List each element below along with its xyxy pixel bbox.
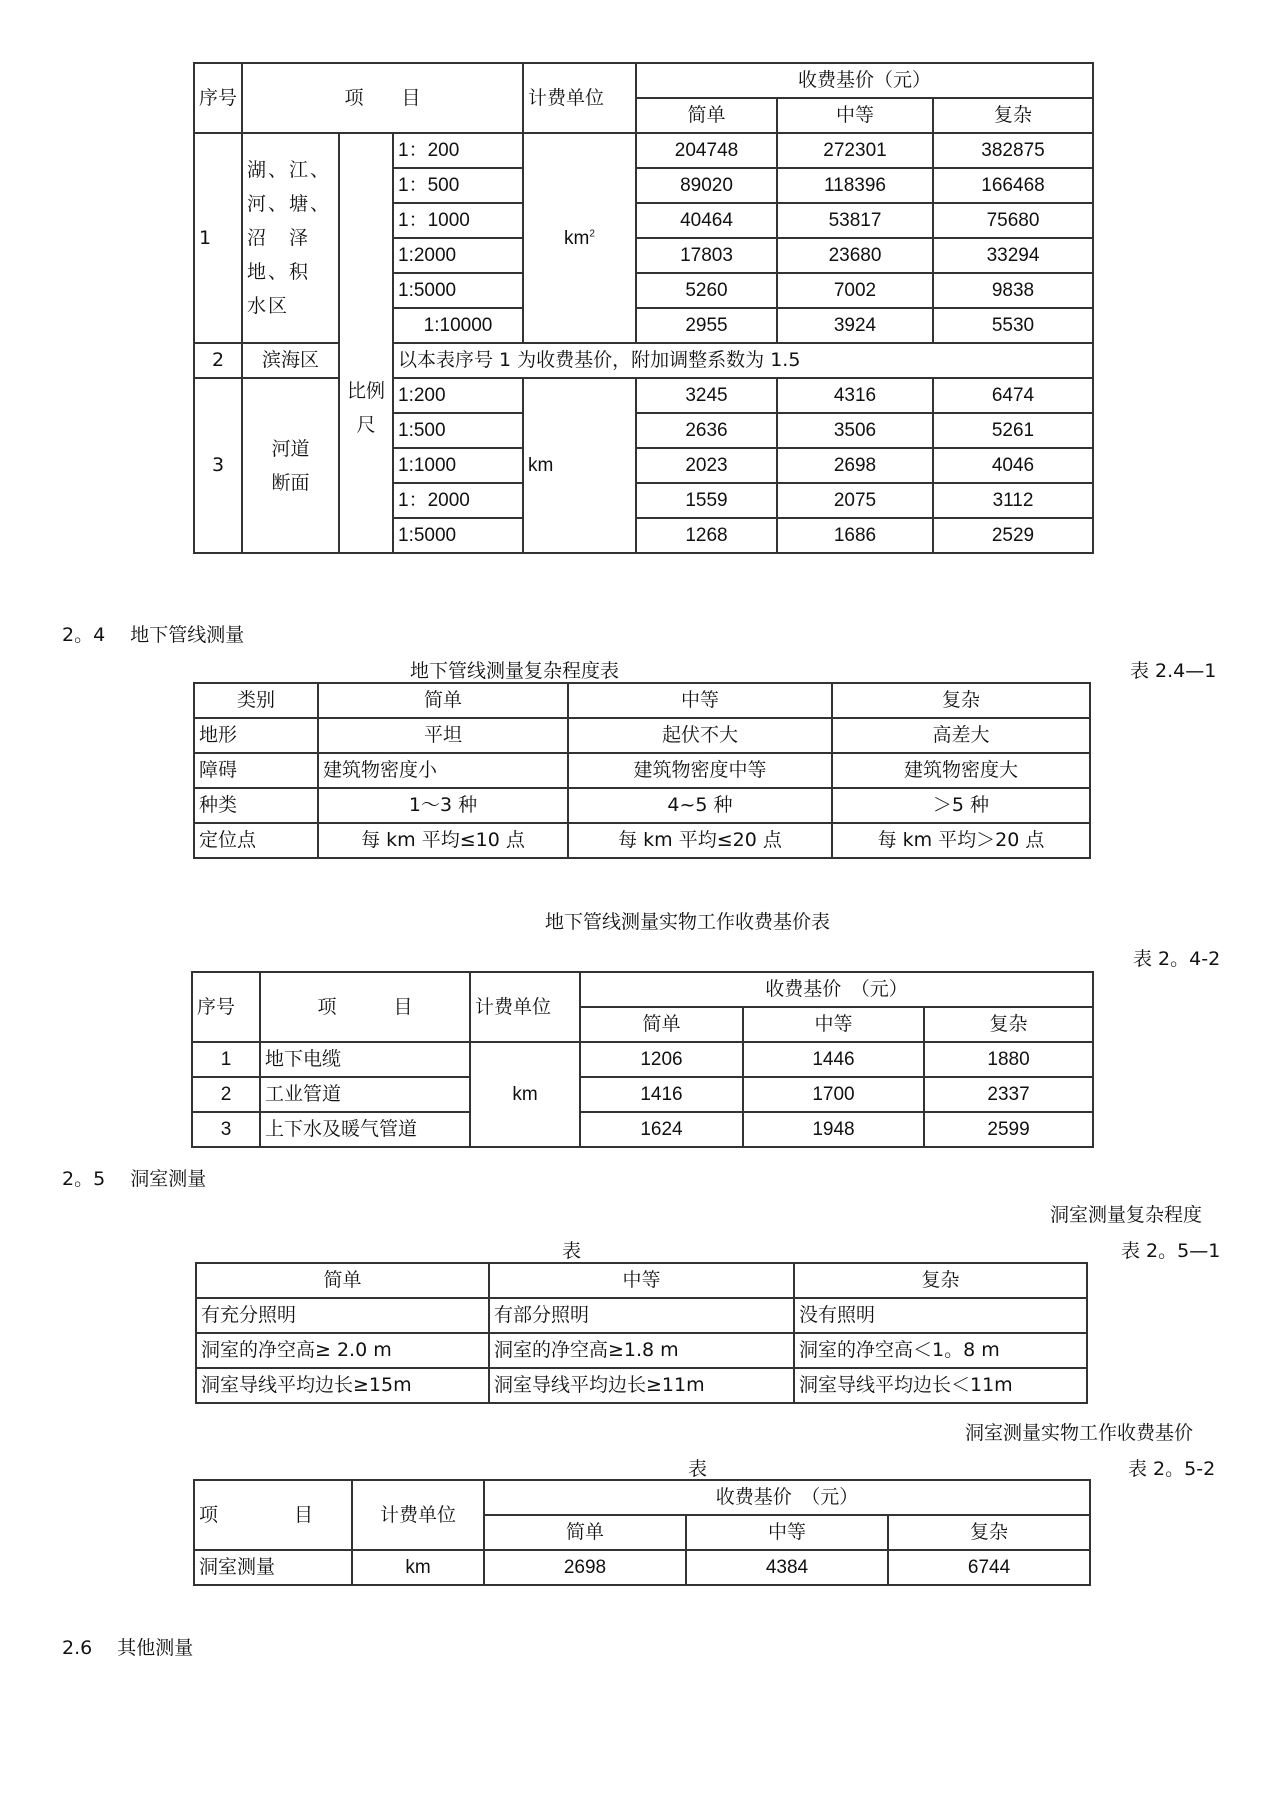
price-simple: 2698 (484, 1550, 686, 1585)
table-label: 表 2。5-2 (1128, 1458, 1216, 1480)
header-medium: 中等 (568, 683, 832, 718)
price-complex: 5530 (933, 308, 1093, 343)
group1-unit: $km^2$ (523, 133, 636, 343)
group1-no: 1 (194, 133, 242, 343)
row-no: 2 (192, 1077, 260, 1112)
price-medium: 4384 (686, 1550, 888, 1585)
section-heading-2-6: 2.6 其他测量 (62, 1637, 194, 1659)
cell: 起伏不大 (568, 718, 832, 753)
group3-name: 河道 断面 (242, 378, 339, 553)
header-medium: 中等 (686, 1515, 888, 1550)
row-label: 地形 (194, 718, 318, 753)
price-complex: 382875 (933, 133, 1093, 168)
price-simple: 204748 (636, 133, 777, 168)
price-medium: 1686 (777, 518, 933, 553)
row-label: 定位点 (194, 823, 318, 858)
scale-cell: 1:10000 (393, 308, 523, 343)
cell: 每 km 平均≤20 点 (568, 823, 832, 858)
price-simple: 40464 (636, 203, 777, 238)
price-complex: 9838 (933, 273, 1093, 308)
pipeline-complexity-table (193, 682, 1091, 859)
cell: 洞室导线平均边长≥15m (196, 1368, 489, 1403)
survey-fee-table-1 (193, 62, 1094, 554)
price-simple: 1268 (636, 518, 777, 553)
unit-cell: km (352, 1550, 484, 1585)
cell: 洞室的净空高≥ 2.0 m (196, 1333, 489, 1368)
price-simple: 2023 (636, 448, 777, 483)
cell: 有部分照明 (489, 1298, 794, 1333)
cell: 洞室导线平均边长＜11m (794, 1368, 1087, 1403)
cell: ＞5 种 (832, 788, 1090, 823)
price-complex: 1880 (924, 1042, 1093, 1077)
price-simple: 3245 (636, 378, 777, 413)
header-price: 收费基价 （元） (484, 1480, 1090, 1515)
header-category: 类别 (194, 683, 318, 718)
price-simple: 1206 (580, 1042, 743, 1077)
cell: 没有照明 (794, 1298, 1087, 1333)
group1-name: 湖、江、 河、塘、 沼 泽 地、积 水区 (242, 133, 339, 343)
row-label: 种类 (194, 788, 318, 823)
cell: 建筑物密度小 (318, 753, 568, 788)
price-complex: 2337 (924, 1077, 1093, 1112)
header-medium: 中等 (743, 1007, 924, 1042)
header-unit: 计费单位 (352, 1480, 484, 1550)
header-unit: 计费单位 (523, 63, 636, 133)
header-medium: 中等 (777, 98, 933, 133)
price-medium: 7002 (777, 273, 933, 308)
scale-label: 比例 尺 (339, 133, 393, 553)
table-title-a: 洞室测量复杂程度 (1050, 1204, 1203, 1226)
row-label: 障碍 (194, 753, 318, 788)
price-medium: 53817 (777, 203, 933, 238)
table-title-a: 洞室测量实物工作收费基价 (965, 1422, 1194, 1444)
scale-cell: 1：1000 (393, 203, 523, 238)
price-medium: 272301 (777, 133, 933, 168)
cell: 有充分照明 (196, 1298, 489, 1333)
table-title-b: 表 (562, 1240, 582, 1262)
price-medium: 4316 (777, 378, 933, 413)
cell: 洞室的净空高＜1。8 m (794, 1333, 1087, 1368)
price-simple: 89020 (636, 168, 777, 203)
price-medium: 118396 (777, 168, 933, 203)
cell: 平坦 (318, 718, 568, 753)
header-complex: 复杂 (794, 1263, 1087, 1298)
scale-cell: 1:200 (393, 378, 523, 413)
table-title: 地下管线测量实物工作收费基价表 (545, 911, 831, 933)
table-label: 表 2。5—1 (1121, 1240, 1221, 1262)
table-title-b: 表 (688, 1458, 708, 1480)
price-simple: 2636 (636, 413, 777, 448)
cell: 1～3 种 (318, 788, 568, 823)
price-medium: 3924 (777, 308, 933, 343)
group2-note: 以本表序号 1 为收费基价，附加调整系数为 1.5 (393, 343, 1093, 378)
scale-cell: 1:500 (393, 413, 523, 448)
header-complex: 复杂 (888, 1515, 1090, 1550)
header-item: 项 目 (194, 1480, 352, 1550)
price-simple: 1416 (580, 1077, 743, 1112)
price-medium: 3506 (777, 413, 933, 448)
price-complex: 75680 (933, 203, 1093, 238)
scale-cell: 1：200 (393, 133, 523, 168)
row-item: 上下水及暖气管道 (260, 1112, 470, 1147)
price-complex: 6744 (888, 1550, 1090, 1585)
header-medium: 中等 (489, 1263, 794, 1298)
price-complex: 5261 (933, 413, 1093, 448)
header-complex: 复杂 (832, 683, 1090, 718)
header-unit: 计费单位 (470, 972, 580, 1042)
price-medium: 1700 (743, 1077, 924, 1112)
header-simple: 简单 (636, 98, 777, 133)
price-complex: 2529 (933, 518, 1093, 553)
cell: 建筑物密度大 (832, 753, 1090, 788)
header-complex: 复杂 (933, 98, 1093, 133)
header-simple: 简单 (318, 683, 568, 718)
header-item: 项 目 (260, 972, 470, 1042)
row-item: 地下电缆 (260, 1042, 470, 1077)
unit-cell: km (470, 1042, 580, 1147)
price-complex: 4046 (933, 448, 1093, 483)
cell: 洞室的净空高≥1.8 m (489, 1333, 794, 1368)
group2-no: 2 (194, 343, 242, 378)
price-medium: 1446 (743, 1042, 924, 1077)
price-complex: 6474 (933, 378, 1093, 413)
price-simple: 2955 (636, 308, 777, 343)
header-price: 收费基价（元） (636, 63, 1093, 98)
row-no: 3 (192, 1112, 260, 1147)
cell: 每 km 平均＞20 点 (832, 823, 1090, 858)
table-label: 表 2。4-2 (1133, 948, 1221, 970)
price-complex: 33294 (933, 238, 1093, 273)
scale-cell: 1：500 (393, 168, 523, 203)
price-medium: 2075 (777, 483, 933, 518)
table-title: 地下管线测量复杂程度表 (410, 660, 620, 682)
group2-name: 滨海区 (242, 343, 339, 378)
cell: 建筑物密度中等 (568, 753, 832, 788)
cell: 4~5 种 (568, 788, 832, 823)
header-simple: 简单 (196, 1263, 489, 1298)
price-complex: 166468 (933, 168, 1093, 203)
section-heading-2-4: 2。4 地下管线测量 (62, 624, 245, 646)
header-no: 序号 (192, 972, 260, 1042)
price-medium: 2698 (777, 448, 933, 483)
header-simple: 简单 (484, 1515, 686, 1550)
row-item: 洞室测量 (194, 1550, 352, 1585)
scale-cell: 1:5000 (393, 518, 523, 553)
cell: 洞室导线平均边长≥11m (489, 1368, 794, 1403)
header-simple: 简单 (580, 1007, 743, 1042)
header-item: 项 目 (242, 63, 523, 133)
scale-cell: 1:1000 (393, 448, 523, 483)
scale-cell: 1:5000 (393, 273, 523, 308)
price-simple: 1559 (636, 483, 777, 518)
price-simple: 1624 (580, 1112, 743, 1147)
row-item: 工业管道 (260, 1077, 470, 1112)
header-complex: 复杂 (924, 1007, 1093, 1042)
table-label: 表 2.4—1 (1130, 660, 1217, 682)
scale-cell: 1:2000 (393, 238, 523, 273)
price-medium: 23680 (777, 238, 933, 273)
cavern-fee-table (193, 1479, 1091, 1586)
cell: 每 km 平均≤10 点 (318, 823, 568, 858)
cell: 高差大 (832, 718, 1090, 753)
price-medium: 1948 (743, 1112, 924, 1147)
header-price: 收费基价 （元） (580, 972, 1093, 1007)
section-heading-2-5: 2。5 洞室测量 (62, 1168, 207, 1190)
scale-cell: 1：2000 (393, 483, 523, 518)
row-no: 1 (192, 1042, 260, 1077)
price-simple: 5260 (636, 273, 777, 308)
group3-no: 3 (194, 378, 242, 553)
price-complex: 3112 (933, 483, 1093, 518)
cavern-complexity-table (195, 1262, 1088, 1404)
group3-unit: km (523, 378, 636, 553)
header-no: 序号 (194, 63, 242, 133)
pipeline-fee-table (191, 971, 1094, 1148)
price-simple: 17803 (636, 238, 777, 273)
price-complex: 2599 (924, 1112, 1093, 1147)
